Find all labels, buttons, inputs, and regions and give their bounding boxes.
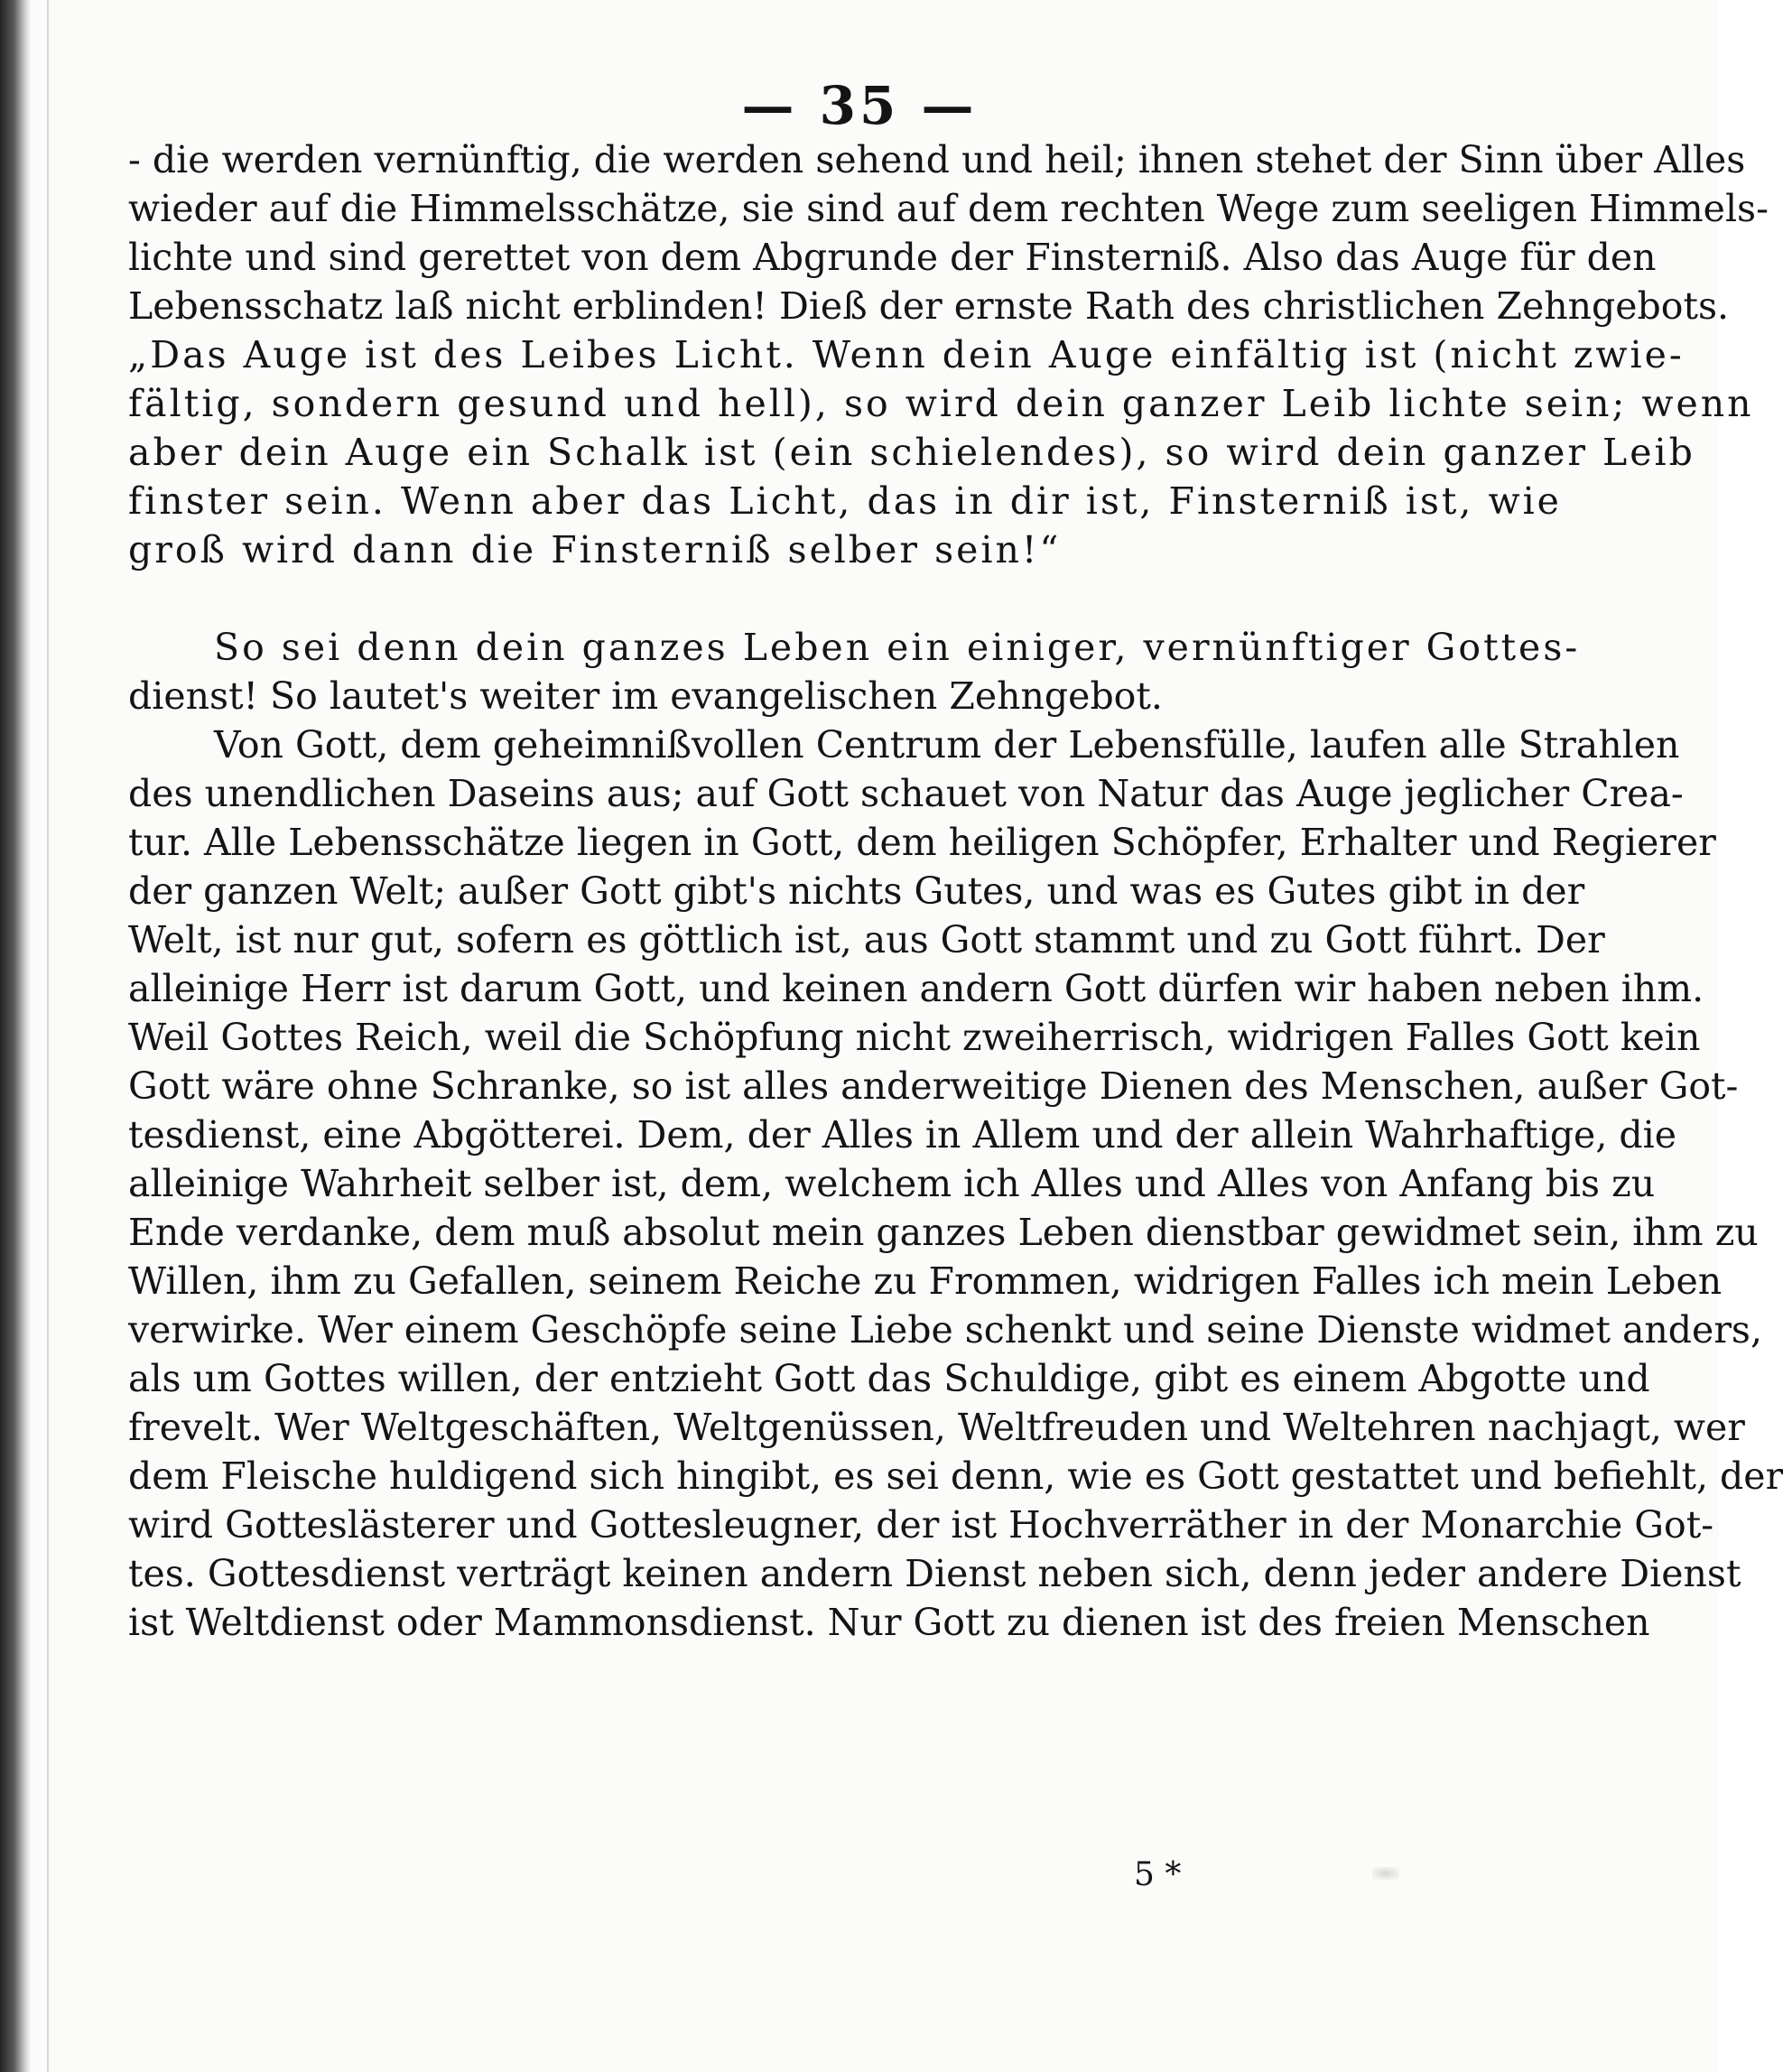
binding-line [47, 0, 49, 2072]
text-line: Weil Gottes Reich, weil die Schöpfung nicht zweiherrisch, widrigen Falles Gott kein [128, 1016, 1701, 1059]
text-line: Lebensschatz laß nicht erblinden! Dieß der ernste Rath des christlichen Zehngebots. [128, 284, 1730, 328]
text-line: dem Fleische huldigend sich hingibt, es sei denn, wie es Gott gestattet und befiehlt, der [128, 1454, 1783, 1498]
text-line: - die werden vernünftig, die werden sehend und heil; ihnen stehet der Sinn über Alles [128, 138, 1746, 181]
text-line: groß wird dann die Finsterniß selber sein!“ [128, 528, 1062, 571]
text-line: alleinige Wahrheit selber ist, dem, welchem ich Alles und Alles von Anfang bis zu [128, 1162, 1656, 1205]
page-number: — 35 — [741, 75, 978, 136]
text-line: finster sein. Wenn aber das Licht, das in dir ist, Finsterniß ist, wie [128, 479, 1562, 523]
text-line: tur. Alle Lebensschätze liegen in Gott, dem heiligen Schöpfer, Erhalter und Regierer [128, 821, 1716, 864]
text-line: lichte und sind gerettet von dem Abgrunde der Finsterniß. Also das Auge für den [128, 236, 1657, 279]
text-line: tesdienst, eine Abgötterei. Dem, der Alles in Allem und der allein Wahrhaftige, die [128, 1113, 1677, 1157]
text-line: tes. Gottesdienst verträgt keinen andern Dienst neben sich, denn jeder andere Dienst [128, 1552, 1741, 1595]
paragraph-3 [128, 720, 1783, 1647]
text-line: Willen, ihm zu Gefallen, seinem Reiche zu Frommen, widrigen Falles ich mein Leben [128, 1259, 1723, 1303]
paragraph-1 [128, 135, 1769, 574]
text-line: verwirke. Wer einem Geschöpfe seine Liebe schenkt und seine Dienste widmet anders, [128, 1308, 1762, 1352]
text-line: Gott wäre ohne Schranke, so ist alles anderweitige Dienen des Menschen, außer Got- [128, 1064, 1739, 1108]
binding-shadow [0, 0, 31, 2072]
text-line: Von Gott, dem geheimnißvollen Centrum der Lebensfülle, laufen alle Strahlen [214, 723, 1680, 767]
paragraph-gap [128, 574, 1555, 623]
text-line: aber dein Auge ein Schalk ist (ein schielendes), so wird dein ganzer Leib [128, 431, 1695, 474]
text-line: Ende verdanke, dem muß absolut mein ganzes Leben dienstbar gewidmet sein, ihm zu [128, 1211, 1759, 1254]
text-line: frevelt. Wer Weltgeschäften, Weltgenüssen, Weltfreuden und Weltehren nachjagt, wer [128, 1406, 1745, 1449]
paragraph-2 [128, 623, 1581, 720]
text-line: wieder auf die Himmelsschätze, sie sind auf dem rechten Wege zum seeligen Himmels- [128, 187, 1769, 230]
signature-mark: 5 * [1134, 1856, 1182, 1893]
text-line: fältig, sondern gesund und hell), so wird dein ganzer Leib lichte sein; wenn [128, 382, 1754, 425]
ink-smudge [1372, 1867, 1399, 1880]
text-line: des unendlichen Daseins aus; auf Gott schauet von Natur das Auge jeglicher Crea- [128, 772, 1684, 815]
text-line: ist Weltdienst oder Mammonsdienst. Nur Gott zu dienen ist des freien Menschen [128, 1601, 1650, 1644]
text-line: als um Gottes willen, der entzieht Gott das Schuldige, gibt es einem Abgotte und [128, 1357, 1650, 1400]
body-text [128, 135, 1783, 1647]
text-line: der ganzen Welt; außer Gott gibt's nichts Gutes, und was es Gutes gibt in der [128, 869, 1585, 913]
text-line: So sei denn dein ganzes Leben ein einiger, vernünftiger Gottes- [214, 626, 1581, 669]
text-line: „Das Auge ist des Leibes Licht. Wenn dein Auge einfältig ist (nicht zwie- [128, 333, 1685, 376]
text-line: wird Gotteslästerer und Gottesleugner, der ist Hochverräther in der Monarchie Got- [128, 1503, 1714, 1547]
text-line: alleinige Herr ist darum Gott, und keinen andern Gott dürfen wir haben neben ihm. [128, 967, 1704, 1010]
text-line: dienst! So lautet's weiter im evangelischen Zehngebot. [128, 674, 1163, 718]
text-line: Welt, ist nur gut, sofern es göttlich ist, aus Gott stammt und zu Gott führt. Der [128, 918, 1605, 962]
